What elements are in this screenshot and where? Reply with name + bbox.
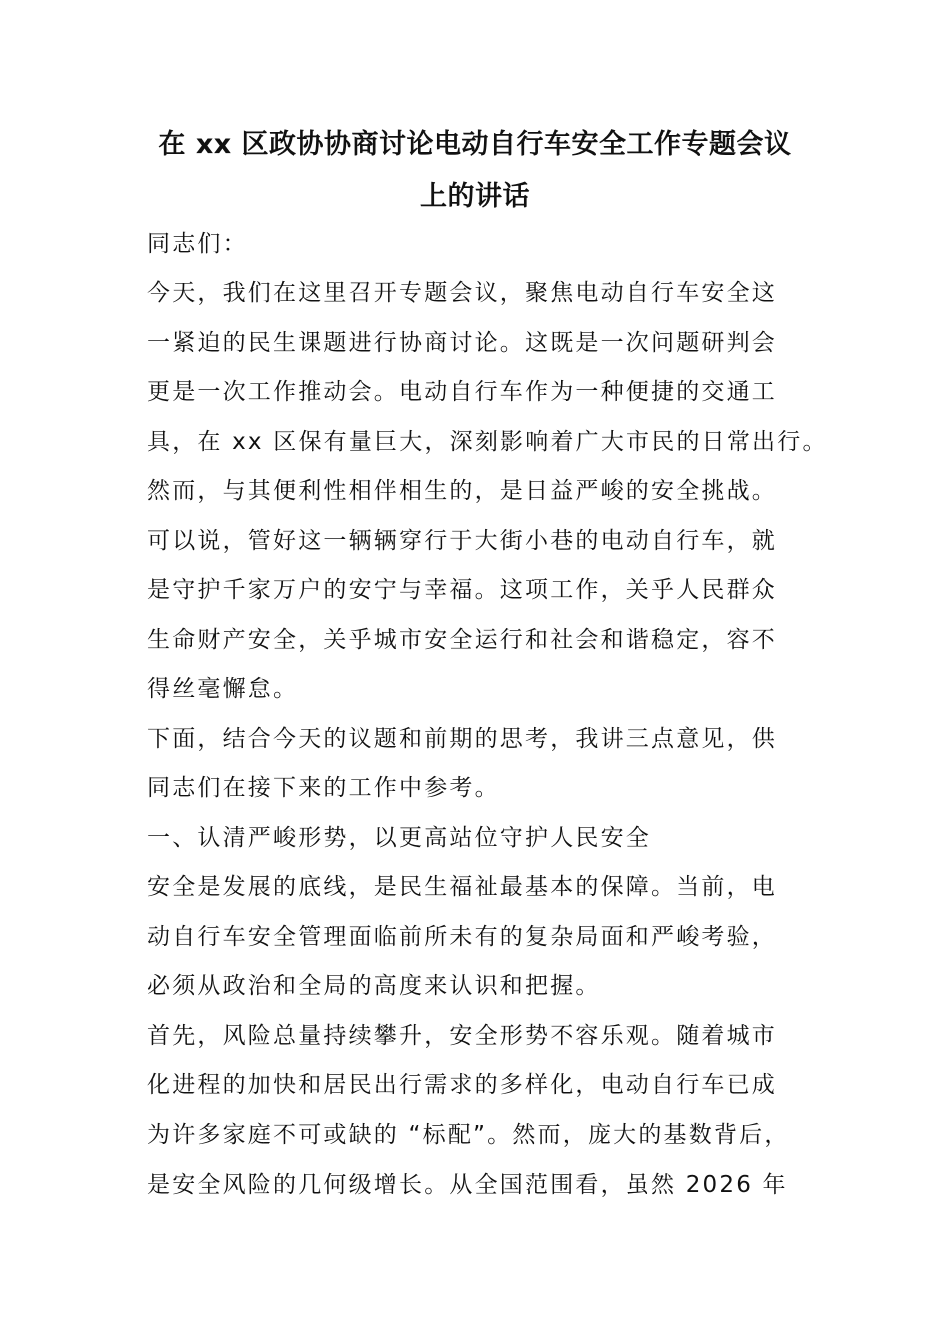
body-line: 更是一次工作推动会。电动自行车作为一种便捷的交通工 [147, 379, 777, 405]
body-line: 首先，风险总量持续攀升，安全形势不容乐观。随着城市 [147, 1023, 777, 1049]
body-line: 下面，结合今天的议题和前期的思考，我讲三点意见，供 [147, 726, 777, 752]
body-line: 一紧迫的民生课题进行协商讨论。这既是一次问题研判会 [147, 330, 777, 356]
body-line: 生命财产安全，关乎城市安全运行和社会和谐稳定，容不 [147, 627, 777, 653]
document-title-line-2: 上的讲话 [420, 181, 530, 212]
section-heading: 一、认清严峻形势，以更高站位守护人民安全 [147, 825, 651, 851]
body-line: 动自行车安全管理面临前所未有的复杂局面和严峻考验， [147, 924, 777, 950]
salutation: 同志们： [147, 231, 248, 257]
body-line: 化进程的加快和居民出行需求的多样化，电动自行车已成 [147, 1072, 777, 1098]
body-line: 为许多家庭不可或缺的 “标配”。然而，庞大的基数背后， [147, 1122, 790, 1148]
body-line: 是守护千家万户的安宁与幸福。这项工作，关乎人民群众 [147, 577, 777, 603]
body-line: 得丝毫懈怠。 [147, 676, 299, 702]
body-line: 今天，我们在这里召开专题会议，聚焦电动自行车安全这 [147, 280, 777, 306]
body-line: 安全是发展的底线，是民生福祉最基本的保障。当前，电 [147, 874, 777, 900]
body-line: 具，在 xx 区保有量巨大，深刻影响着广大市民的日常出行。 [147, 429, 828, 455]
body-line: 可以说，管好这一辆辆穿行于大街小巷的电动自行车，就 [147, 528, 777, 554]
body-line: 同志们在接下来的工作中参考。 [147, 775, 500, 801]
body-line: 必须从政治和全局的高度来认识和把握。 [147, 973, 601, 999]
document-title-line-1: 在 xx 区政协协商讨论电动自行车安全工作专题会议 [158, 129, 792, 160]
body-line: 然而，与其便利性相伴相生的，是日益严峻的安全挑战。 [147, 478, 777, 504]
body-line: 是安全风险的几何级增长。从全国范围看，虽然 2026 年 [147, 1172, 788, 1198]
